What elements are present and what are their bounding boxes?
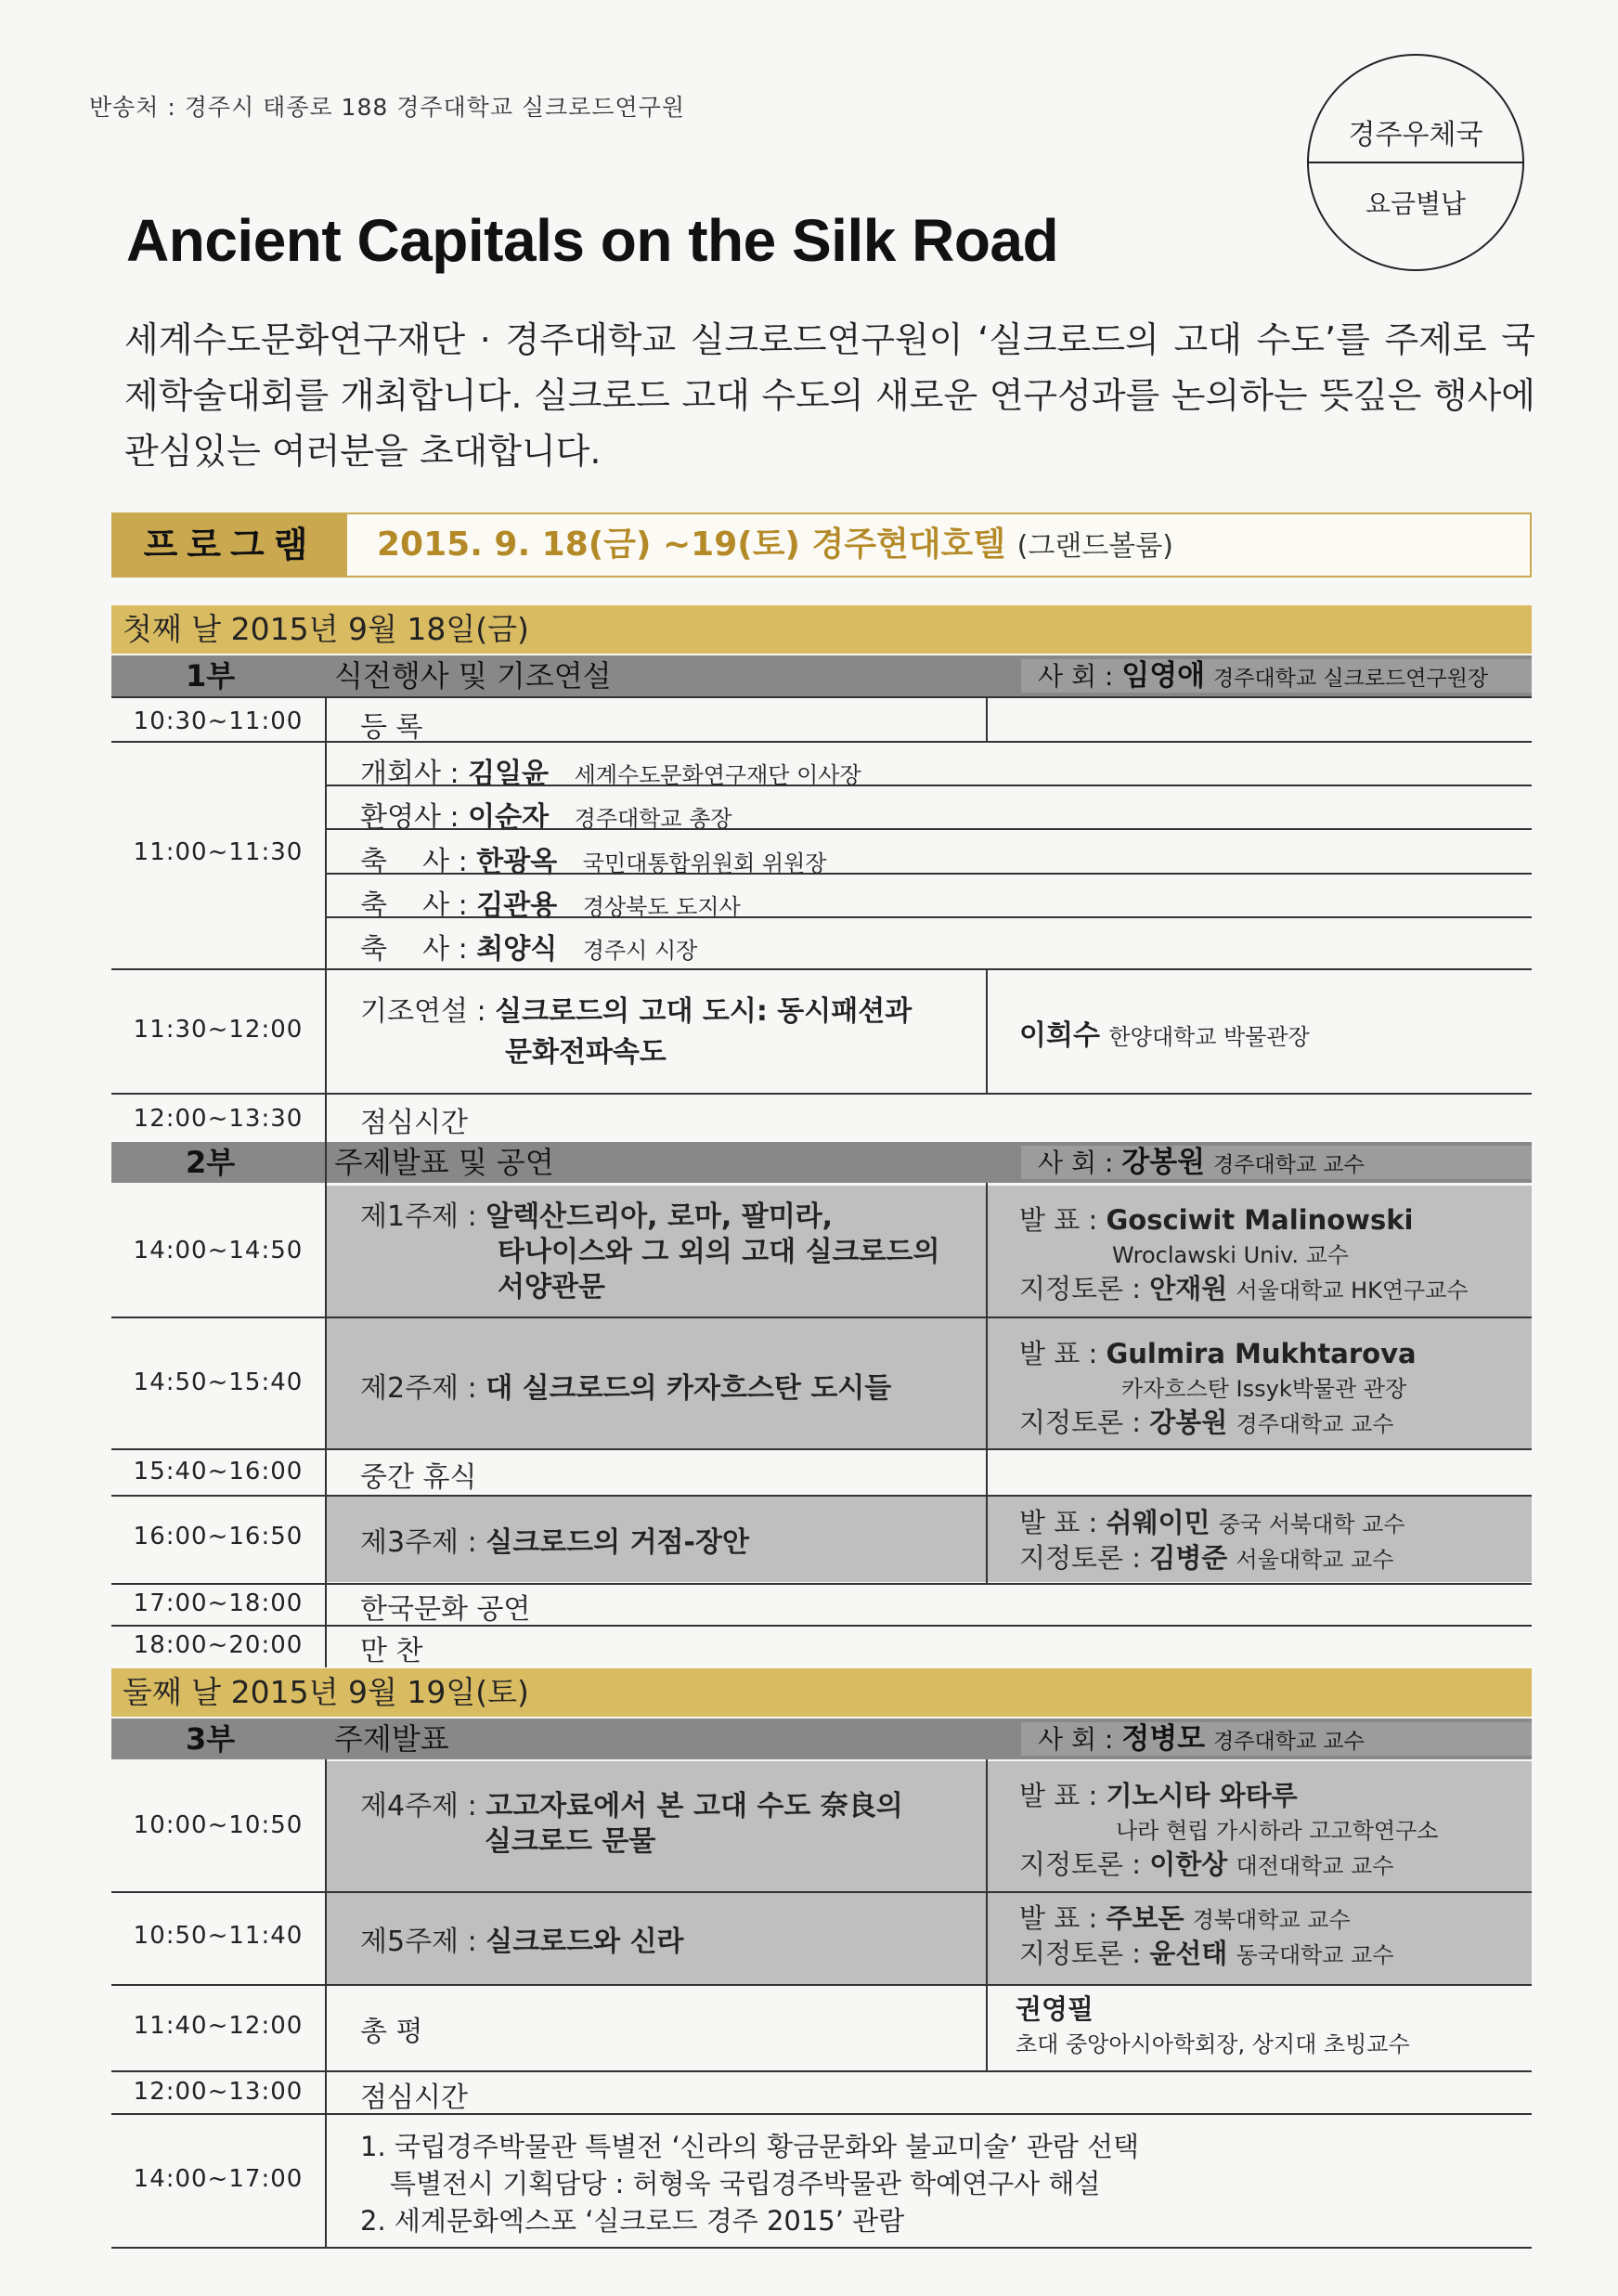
closing-remarks: 총 평 <box>360 2016 423 2048</box>
tour-line-1: 1. 국립경주박물관 특별전 ‘신라의 황금문화와 불교미술’ 관람 선택 <box>360 2131 1139 2162</box>
afternoon-tour <box>360 2128 1139 2239</box>
speaker-affiliation: 경상북도 도지사 <box>582 894 741 920</box>
time-slot: 12:00~13:00 <box>133 2078 304 2106</box>
intro-paragraph: 세계수도문화연구재단 · 경주대학교 실크로드연구원이 ‘실크로드의 고대 수도’를 주제로 국제학술대회를 개최합니다. 실크로드 고대 수도의 새로운 연구성과를 논의하는 뜻깊은 행사에 관심있는 여러분을 초대합니다. <box>124 319 1535 472</box>
speaker-name: 김관용 <box>476 889 558 922</box>
discussant-name: 안재원 <box>1149 1273 1228 1304</box>
part1-bar <box>111 655 1532 696</box>
part3-number: 3부 <box>186 1721 236 1757</box>
stamp-post-office: 경주우체국 <box>1348 119 1483 151</box>
lunch: 점심시간 <box>360 1107 468 1139</box>
program-venue-suffix: (그랜드볼룸) <box>1016 530 1173 563</box>
presenter-affiliation: 중국 서북대학 교수 <box>1218 1511 1405 1537</box>
keynote: 기조연설 : 실크로드의 고대 도시: 동시패션과 문화전파속도 <box>360 995 913 1069</box>
speaker-name: 최양식 <box>476 933 558 966</box>
speech-row: 개회사 : 김일윤 세계수도문화연구재단 이사장 <box>360 758 861 790</box>
closing-speaker-affiliation: 초대 중앙아시아학회장, 상지대 초빙교수 <box>1016 2031 1410 2057</box>
part2-number: 2부 <box>186 1145 236 1180</box>
program-bar <box>111 512 1532 577</box>
speaker-name: 김일윤 <box>468 758 550 790</box>
topic-2-speakers: 발 표 : Gulmira Mukhtarova 카자흐스탄 Issyk박물관 관장 지정토론 : 강봉원 경주대학교 교수 <box>1019 1338 1417 1438</box>
part1-moderator: 사 회 : 임영애 경주대학교 실크로드연구원장 <box>1021 659 1532 693</box>
time-slot: 14:00~17:00 <box>133 2165 304 2193</box>
speaker-affiliation: 세계수도문화연구재단 이사장 <box>574 762 861 788</box>
discussant-affiliation: 서울대학교 교수 <box>1236 1547 1394 1573</box>
part3-title: 주제발표 <box>334 1721 449 1757</box>
time-slot: 11:30~12:00 <box>133 1016 304 1044</box>
topic-4: 제4주제 : 고고자료에서 본 고대 수도 奈良의 실크로드 문물 <box>360 1790 903 1858</box>
time-slot: 10:30~11:00 <box>133 707 304 735</box>
postage-stamp <box>1307 54 1524 271</box>
moderator-affiliation: 경주대학교 교수 <box>1213 1153 1365 1177</box>
performance: 한국문화 공연 <box>360 1593 531 1626</box>
moderator-name: 임영애 <box>1121 659 1206 693</box>
discussant-affiliation: 동국대학교 교수 <box>1236 1942 1394 1968</box>
day1-header: 첫째 날 2015년 9월 18일(금) <box>111 605 1532 654</box>
page-title: Ancient Capitals on the Silk Road <box>126 207 1059 274</box>
registration: 등 록 <box>360 711 423 744</box>
discussant-affiliation: 경주대학교 교수 <box>1236 1411 1394 1437</box>
program-label: 프로그램 <box>113 514 347 576</box>
moderator-name: 강봉원 <box>1121 1146 1206 1179</box>
time-slot: 12:00~13:30 <box>133 1105 304 1133</box>
time-slot: 11:40~12:00 <box>133 2012 304 2040</box>
part3-moderator: 사 회 : 정병모 경주대학교 교수 <box>1021 1722 1532 1756</box>
moderator-affiliation: 경주대학교 실크로드연구원장 <box>1213 667 1489 691</box>
time-slot: 10:00~10:50 <box>133 1811 304 1839</box>
time-slot: 10:50~11:40 <box>133 1922 304 1950</box>
topic-1: 제1주제 : 알렉산드리아, 로마, 팔미라, 타나이스와 그 외의 고대 실크로드의 서양관문 <box>360 1200 940 1304</box>
part1-number: 1부 <box>186 658 236 694</box>
part2-moderator: 사 회 : 강봉원 경주대학교 교수 <box>1021 1146 1532 1179</box>
closing-speaker-name: 권영필 <box>1016 1993 1094 2025</box>
speaker-affiliation: 경주시 시장 <box>582 938 698 964</box>
break: 중간 휴식 <box>360 1461 477 1494</box>
lunch-day2: 점심시간 <box>360 2082 468 2114</box>
program-date <box>377 514 1173 577</box>
topic-3-speakers: 발 표 : 쉬웨이민 중국 서북대학 교수 지정토론 : 김병준 서울대학교 교수 <box>1019 1507 1405 1574</box>
speech-row: 축 사 : 김관용 경상북도 도지사 <box>360 889 741 922</box>
program-date-text: 2015. 9. 18(금) ~19(토) 경주현대호텔 <box>377 525 1006 564</box>
speech-row: 축 사 : 한광옥 국민대통합위원회 위원장 <box>360 846 827 878</box>
keynote-title-line2: 문화전파속도 <box>505 1036 667 1069</box>
moderator-name: 정병모 <box>1121 1722 1206 1756</box>
moderator-affiliation: 경주대학교 교수 <box>1213 1730 1365 1754</box>
presenter-name: 쉬웨이민 <box>1106 1507 1210 1538</box>
dinner: 만 찬 <box>360 1635 423 1667</box>
topic-4-speakers: 발 표 : 기노시타 와타루 나라 현립 가시하라 고고학연구소 지정토론 : 이한상 대전대학교 교수 <box>1019 1780 1439 1880</box>
speaker-name: 한광옥 <box>476 846 558 878</box>
time-slot: 14:00~14:50 <box>133 1237 304 1265</box>
speech-row: 환영사 : 이순자 경주대학교 총장 <box>360 801 732 834</box>
tour-line-2: 특별전시 기획담당 : 허형욱 국립경주박물관 학예연구사 해설 <box>390 2168 1101 2199</box>
time-slot: 15:40~16:00 <box>133 1458 304 1485</box>
part2-title: 주제발표 및 공연 <box>334 1145 554 1180</box>
presenter-name: 기노시타 와타루 <box>1106 1780 1298 1811</box>
time-slot: 18:00~20:00 <box>133 1631 304 1659</box>
time-slot: 14:50~15:40 <box>133 1369 304 1396</box>
discussant-name: 김병준 <box>1149 1542 1228 1574</box>
topic-1-speakers: 발 표 : Gosciwit Malinowski Wroclawski Univ. 교수 지정토론 : 안재원 서울대학교 HK연구교수 <box>1019 1204 1469 1304</box>
presenter-name: Gosciwit Malinowski <box>1106 1204 1414 1236</box>
discussant-name: 윤선태 <box>1149 1938 1228 1969</box>
presenter-name: 주보돈 <box>1106 1902 1184 1934</box>
presenter-affiliation: 나라 현립 가시하라 고고학연구소 <box>1116 1818 1439 1844</box>
keynote-title-line1: 실크로드의 고대 도시: 동시패션과 <box>495 995 913 1028</box>
topic-2: 제2주제 : 대 실크로드의 카자흐스탄 도시들 <box>360 1372 892 1405</box>
presenter-name: Gulmira Mukhtarova <box>1106 1338 1417 1369</box>
discussant-name: 이한상 <box>1149 1848 1228 1880</box>
time-slot: 17:00~18:00 <box>133 1589 304 1617</box>
discussant-affiliation: 서울대학교 HK연구교수 <box>1236 1278 1469 1304</box>
time-slot: 16:00~16:50 <box>133 1523 304 1550</box>
stamp-postage-paid: 요금별납 <box>1365 188 1467 219</box>
return-address: 반송처 : 경주시 태종로 188 경주대학교 실크로드연구원 <box>89 94 685 121</box>
tour-line-3: 2. 세계문화엑스포 ‘실크로드 경주 2015’ 관람 <box>360 2205 905 2237</box>
topic-3: 제3주제 : 실크로드의 거점-장안 <box>360 1526 749 1559</box>
speaker-name: 이순자 <box>468 801 550 834</box>
presenter-affiliation: 경북대학교 교수 <box>1192 1907 1351 1933</box>
presenter-affiliation: 카자흐스탄 Issyk박물관 관장 <box>1121 1376 1407 1402</box>
keynote-speaker: 이희수 한양대학교 박물관장 <box>1019 1019 1310 1052</box>
discussant-affiliation: 대전대학교 교수 <box>1236 1853 1394 1879</box>
time-slot: 11:00~11:30 <box>133 838 304 866</box>
topic-5: 제5주제 : 실크로드와 신라 <box>360 1926 684 1958</box>
part1-title: 식전행사 및 기조연설 <box>334 658 612 694</box>
closing-speaker <box>1016 1992 1410 2061</box>
speech-row: 축 사 : 최양식 경주시 시장 <box>360 933 698 966</box>
topic-5-speakers: 발 표 : 주보돈 경북대학교 교수 지정토론 : 윤선태 동국대학교 교수 <box>1019 1902 1394 1969</box>
part3-bar <box>111 1719 1532 1759</box>
speaker-affiliation: 국민대통합위원회 위원장 <box>582 850 827 876</box>
discussant-name: 강봉원 <box>1149 1407 1228 1438</box>
speaker-affiliation: 경주대학교 총장 <box>574 806 732 832</box>
presenter-affiliation: Wroclawski Univ. 교수 <box>1112 1242 1349 1268</box>
day2-header: 둘째 날 2015년 9월 19일(토) <box>111 1668 1532 1717</box>
